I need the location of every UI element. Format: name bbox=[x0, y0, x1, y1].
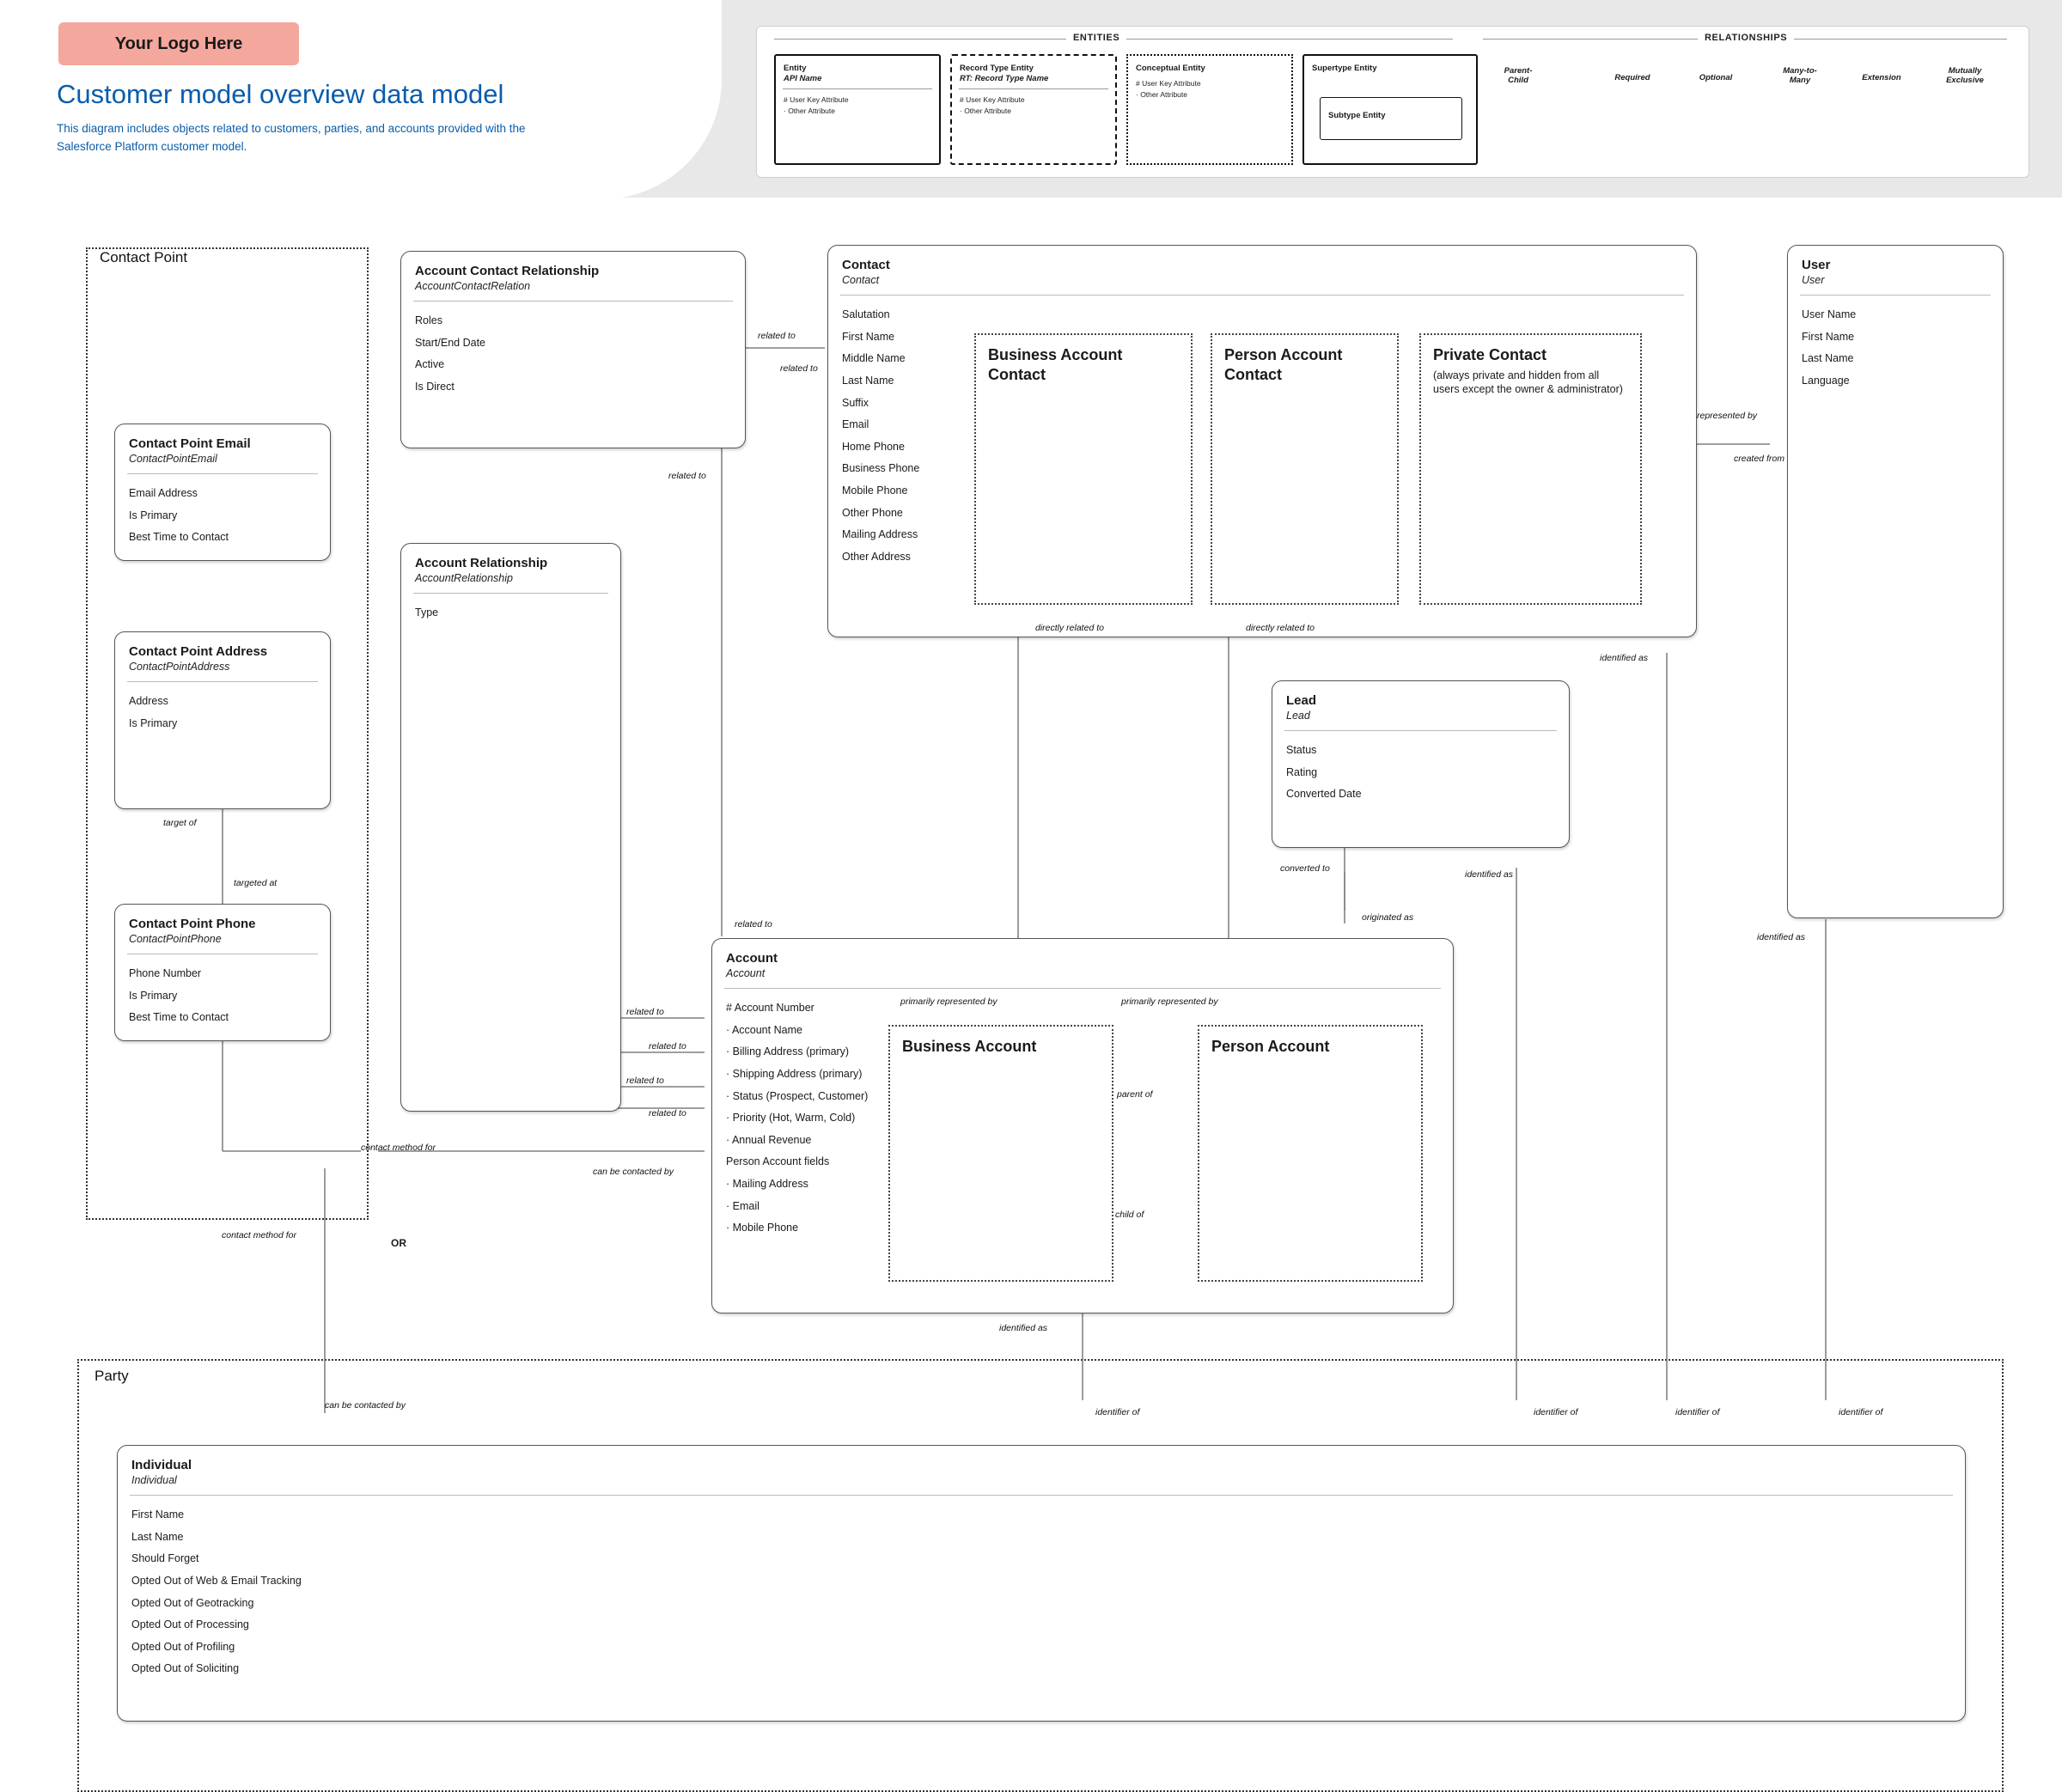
attribute: · Annual Revenue bbox=[726, 1133, 812, 1146]
legend-subtype-name: Subtype Entity bbox=[1328, 111, 1386, 120]
attribute: Active bbox=[415, 358, 445, 371]
entity-api-name: ContactPointAddress bbox=[129, 661, 230, 673]
attribute: Middle Name bbox=[842, 352, 906, 365]
attribute: Email Address bbox=[129, 487, 198, 499]
concept-private-contact[interactable] bbox=[1419, 333, 1642, 605]
legend-conceptual-attr-other: · Other Attribute bbox=[1136, 89, 1187, 99]
rel-label: identified as bbox=[1465, 869, 1514, 880]
entity-contact-point-email[interactable] bbox=[114, 424, 331, 561]
rel-label: parent of bbox=[1117, 1089, 1153, 1100]
concept-title: Business Account bbox=[902, 1038, 1037, 1055]
rel-label: target of bbox=[163, 818, 197, 828]
rel-label: identifier of bbox=[1095, 1407, 1140, 1417]
entity-name: Account Contact Relationship bbox=[415, 264, 600, 278]
concept-person-account[interactable] bbox=[1198, 1025, 1423, 1282]
concept-title: Private Contact bbox=[1433, 346, 1547, 363]
legend-rel-extension: Extension bbox=[1862, 73, 1901, 82]
legend-subtype-box bbox=[1320, 97, 1462, 140]
rel-label: created from bbox=[1734, 454, 1784, 464]
legend-entities-label: ENTITIES bbox=[1066, 33, 1126, 43]
entity-name: Account Relationship bbox=[415, 556, 548, 570]
rel-label: represented by bbox=[1697, 411, 1758, 421]
entity-contact-point-address[interactable] bbox=[114, 631, 331, 809]
attribute: Business Phone bbox=[842, 462, 920, 475]
entity-account[interactable] bbox=[711, 938, 1454, 1314]
legend-panel bbox=[756, 26, 2029, 178]
attribute: Is Direct bbox=[415, 380, 454, 393]
attribute: · Status (Prospect, Customer) bbox=[726, 1089, 869, 1102]
attribute: Other Address bbox=[842, 550, 911, 563]
attribute: Converted Date bbox=[1286, 788, 1362, 801]
entity-api-name: Lead bbox=[1286, 710, 1310, 722]
attribute: # Account Number bbox=[726, 1002, 814, 1014]
legend-rel-required: Required bbox=[1614, 73, 1650, 82]
rel-label: identifier of bbox=[1534, 1407, 1578, 1417]
concept-title: Business Account Contact bbox=[988, 346, 1123, 383]
attribute: · Shipping Address (primary) bbox=[726, 1067, 863, 1080]
attribute: Rating bbox=[1286, 765, 1318, 778]
entity-name: Contact bbox=[842, 258, 890, 272]
attribute: Type bbox=[415, 606, 439, 619]
legend-conceptual-name: Conceptual Entity bbox=[1136, 64, 1205, 73]
entity-account-contact-relationship[interactable] bbox=[400, 251, 746, 448]
rel-label: identifier of bbox=[1675, 1407, 1720, 1417]
attribute: Mailing Address bbox=[842, 528, 918, 541]
rel-label: related to bbox=[758, 331, 796, 341]
entity-account-relationship[interactable] bbox=[400, 543, 621, 1112]
attribute: · Email bbox=[726, 1199, 760, 1212]
entity-name: Contact Point Phone bbox=[129, 917, 256, 931]
legend-supertype-name: Supertype Entity bbox=[1312, 64, 1377, 73]
entity-api-name: ContactPointPhone bbox=[129, 933, 222, 945]
legend-rt-attr-other: · Other Attribute bbox=[960, 106, 1011, 115]
legend-conceptual-attr-key: # User Key Attribute bbox=[1136, 79, 1201, 88]
page-subtitle: This diagram includes objects related to customers, parties, and accounts provided with the Salesforce Platform customer model. bbox=[57, 122, 526, 153]
entity-api-name: AccountRelationship bbox=[415, 572, 513, 584]
rel-label: contact method for bbox=[222, 1230, 296, 1240]
entity-api-name: User bbox=[1802, 274, 1825, 286]
entity-name: Account bbox=[726, 951, 778, 966]
entity-api-name: ContactPointEmail bbox=[129, 453, 217, 465]
legend-entity-attr-other: · Other Attribute bbox=[784, 106, 835, 115]
entity-api-name: Contact bbox=[842, 274, 880, 286]
rel-label: identified as bbox=[1757, 932, 1806, 942]
contact-point-group-title: Contact Point bbox=[95, 249, 192, 266]
entity-name: Contact Point Address bbox=[129, 644, 268, 659]
attribute: User Name bbox=[1802, 308, 1857, 320]
attribute: Opted Out of Profiling bbox=[131, 1640, 235, 1653]
attribute: Opted Out of Soliciting bbox=[131, 1662, 240, 1675]
attribute: Phone Number bbox=[129, 967, 202, 979]
attribute: Home Phone bbox=[842, 440, 905, 453]
rel-label-or: OR bbox=[391, 1237, 406, 1249]
legend-entity-attr-key: # User Key Attribute bbox=[784, 95, 849, 104]
rel-label: identifier of bbox=[1839, 1407, 1883, 1417]
legend-rel-parent-child: Parent- Child bbox=[1504, 66, 1533, 85]
attribute: First Name bbox=[1802, 330, 1855, 343]
attribute: · Mailing Address bbox=[726, 1178, 808, 1190]
legend-supertype-entity-sample bbox=[1302, 54, 1478, 165]
attribute: Last Name bbox=[1802, 352, 1854, 365]
rel-label: directly related to bbox=[1246, 623, 1315, 633]
attribute: Best Time to Contact bbox=[129, 531, 229, 544]
party-group-title: Party bbox=[89, 1368, 134, 1385]
rel-label: child of bbox=[1115, 1210, 1144, 1220]
entity-user[interactable] bbox=[1787, 245, 2004, 918]
attribute: Start/End Date bbox=[415, 336, 485, 349]
legend-entity-name: Entity bbox=[784, 64, 807, 73]
attribute: Is Primary bbox=[129, 509, 178, 521]
legend-entity-sample bbox=[774, 54, 941, 165]
entity-api-name: Individual bbox=[131, 1474, 177, 1486]
attribute: Status bbox=[1286, 744, 1317, 756]
concept-business-account-contact[interactable] bbox=[974, 333, 1193, 605]
legend-relationships-label: RELATIONSHIPS bbox=[1698, 33, 1794, 43]
legend-conceptual-entity-sample bbox=[1126, 54, 1293, 165]
attribute: Email bbox=[842, 418, 869, 431]
entity-api-name: Account bbox=[726, 967, 766, 979]
entity-contact[interactable] bbox=[827, 245, 1697, 637]
logo-placeholder bbox=[58, 22, 299, 65]
attribute: Best Time to Contact bbox=[129, 1011, 229, 1024]
legend-rt-name: Record Type Entity bbox=[960, 64, 1034, 73]
rel-label: related to bbox=[649, 1108, 686, 1118]
rel-label: targeted at bbox=[234, 878, 278, 888]
attribute: Person Account fields bbox=[726, 1155, 830, 1168]
attribute: First Name bbox=[131, 1509, 185, 1521]
attribute: Is Primary bbox=[129, 989, 178, 1002]
attribute: Salutation bbox=[842, 308, 890, 320]
legend-rel-optional: Optional bbox=[1699, 73, 1733, 82]
rel-label: contact method for bbox=[361, 1143, 436, 1153]
attribute: · Account Name bbox=[726, 1023, 802, 1036]
attribute: First Name bbox=[842, 330, 895, 343]
rel-label: related to bbox=[668, 471, 706, 481]
entity-name: Contact Point Email bbox=[129, 436, 251, 451]
rel-label: primarily represented by bbox=[900, 997, 997, 1007]
entity-name: User bbox=[1802, 258, 1831, 272]
legend-rt-api: RT: Record Type Name bbox=[960, 74, 1049, 83]
attribute: · Mobile Phone bbox=[726, 1222, 799, 1234]
rel-label: originated as bbox=[1362, 912, 1414, 923]
legend-entity-api: API Name bbox=[784, 74, 822, 83]
attribute: Address bbox=[129, 695, 168, 707]
entity-api-name: AccountContactRelation bbox=[415, 280, 531, 292]
rel-label: related to bbox=[649, 1041, 686, 1051]
rel-label: related to bbox=[780, 363, 818, 374]
entity-lead[interactable] bbox=[1272, 680, 1570, 848]
rel-label: can be contacted by bbox=[593, 1167, 674, 1177]
entity-individual[interactable] bbox=[117, 1445, 1966, 1722]
attribute: Language bbox=[1802, 374, 1850, 387]
attribute: Should Forget bbox=[131, 1552, 199, 1565]
rel-label: related to bbox=[735, 919, 772, 930]
concept-note: (always private and hidden from all users except the owner & administrator) bbox=[1433, 369, 1623, 396]
attribute: · Billing Address (primary) bbox=[726, 1045, 850, 1058]
legend-rel-many-to-many: Many-to- Many bbox=[1783, 66, 1817, 85]
rel-label: primarily represented by bbox=[1121, 997, 1218, 1007]
concept-title: Person Account bbox=[1211, 1038, 1330, 1055]
attribute: Opted Out of Geotracking bbox=[131, 1596, 254, 1609]
rel-label: related to bbox=[626, 1076, 664, 1086]
rel-label: converted to bbox=[1280, 863, 1330, 874]
attribute: Roles bbox=[415, 314, 442, 326]
entity-name: Individual bbox=[131, 1458, 192, 1472]
attribute: · Priority (Hot, Warm, Cold) bbox=[726, 1112, 856, 1125]
rel-label: can be contacted by bbox=[325, 1400, 406, 1411]
rel-label: directly related to bbox=[1035, 623, 1104, 633]
rel-label: identified as bbox=[1600, 653, 1649, 663]
attribute: Opted Out of Web & Email Tracking bbox=[131, 1574, 302, 1587]
attribute: Is Primary bbox=[129, 716, 178, 729]
concept-title: Person Account Contact bbox=[1224, 346, 1343, 383]
rel-label: related to bbox=[626, 1007, 664, 1017]
entity-name: Lead bbox=[1286, 693, 1317, 708]
logo-text: Your Logo Here bbox=[114, 34, 243, 53]
attribute: Mobile Phone bbox=[842, 485, 908, 497]
attribute: Last Name bbox=[842, 374, 894, 387]
concept-business-account[interactable] bbox=[888, 1025, 1113, 1282]
legend-rt-attr-key: # User Key Attribute bbox=[960, 95, 1025, 104]
legend-record-type-entity-sample bbox=[950, 54, 1117, 165]
attribute: Suffix bbox=[842, 396, 869, 409]
concept-person-account-contact[interactable] bbox=[1211, 333, 1399, 605]
attribute: Opted Out of Processing bbox=[131, 1618, 249, 1631]
legend-rel-mutually-exclusive: Mutually Exclusive bbox=[1946, 66, 1984, 85]
rel-label: identified as bbox=[999, 1323, 1048, 1333]
page-title: Customer model overview data model bbox=[57, 79, 504, 109]
attribute: Other Phone bbox=[842, 506, 903, 519]
entity-contact-point-phone[interactable] bbox=[114, 904, 331, 1041]
attribute: Last Name bbox=[131, 1530, 184, 1543]
